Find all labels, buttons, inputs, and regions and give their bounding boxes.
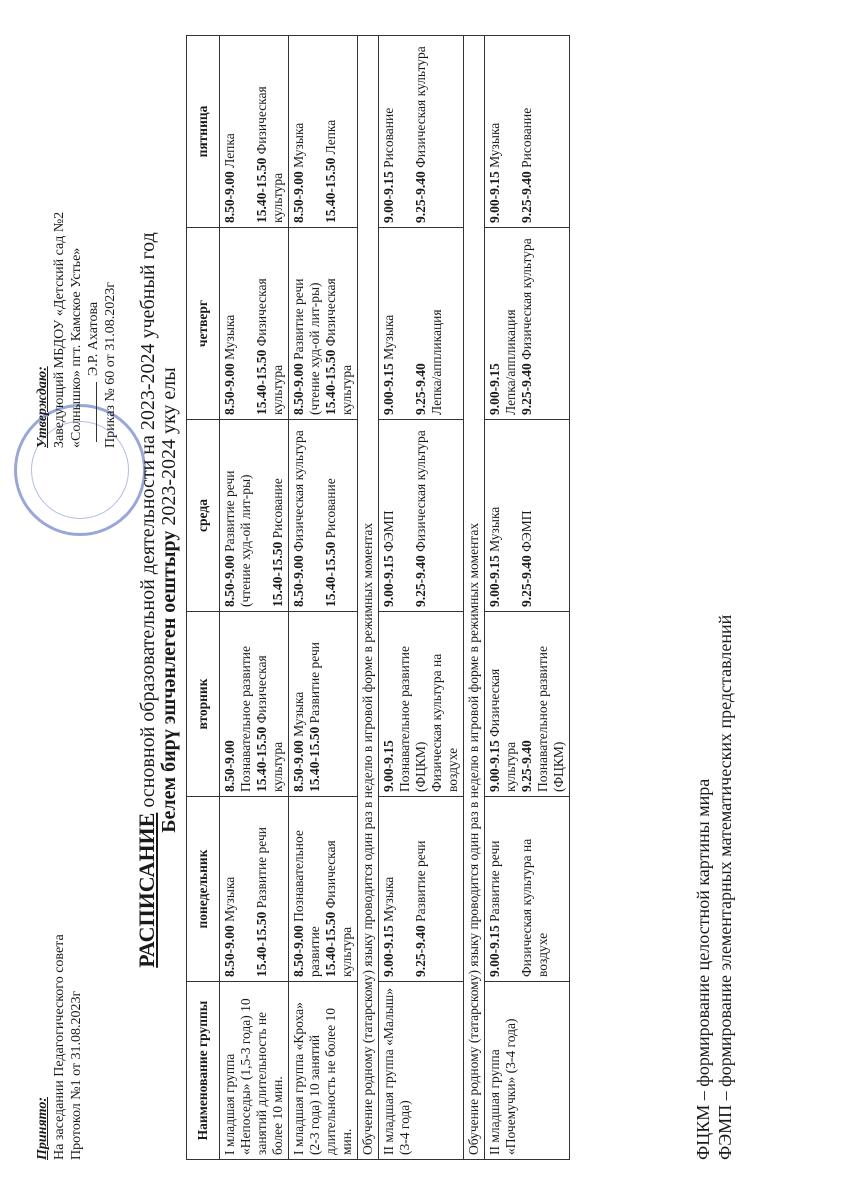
lesson-entry	[413, 232, 429, 415]
day-cell	[485, 612, 570, 797]
day-cell	[220, 612, 289, 797]
spacer	[307, 424, 323, 607]
day-cell	[289, 612, 358, 797]
lesson-subject: Физическая культура	[413, 430, 428, 556]
lesson-entry	[381, 40, 397, 223]
note-row	[464, 36, 485, 1160]
lesson-entry	[519, 424, 535, 607]
lesson-entry	[487, 801, 503, 977]
group-name-cell: II младшая группа «Почемучки» (3-4 года)	[485, 982, 570, 1160]
lesson-entry	[519, 616, 535, 792]
day-cell	[289, 420, 358, 612]
lesson-time: 8.50-9.00	[222, 555, 237, 607]
lesson-entry	[503, 232, 519, 415]
lesson-subject: Музыка	[381, 876, 396, 926]
day-cell	[485, 36, 570, 228]
group-row	[289, 36, 358, 1160]
spacer	[503, 801, 519, 977]
lesson-entry	[519, 232, 535, 415]
lesson-time: 8.50-9.00	[291, 740, 306, 792]
lesson-entry	[487, 232, 503, 415]
lesson-time: 8.50-9.00	[291, 363, 306, 415]
lesson-entry	[519, 801, 551, 977]
lesson-subject: Музыка	[291, 122, 306, 172]
lesson-entry	[222, 40, 238, 223]
spacer	[238, 801, 254, 977]
lesson-subject: Познавательное развитие	[238, 646, 253, 792]
lesson-time: 9.25-9.40	[413, 555, 428, 607]
lesson-subject: Рисование	[270, 478, 285, 542]
lesson-time: 9.25-9.40	[519, 740, 534, 792]
lesson-entry	[381, 801, 397, 977]
lesson-time: 15.40-15.50	[323, 911, 338, 977]
lesson-entry	[270, 424, 286, 607]
note-row	[358, 36, 379, 1160]
day-cell	[289, 228, 358, 420]
accepted-block	[34, 934, 85, 1160]
day-cell	[379, 612, 464, 797]
lesson-time: 9.00-9.15	[487, 363, 502, 415]
spacer	[238, 40, 254, 223]
spacer	[397, 232, 413, 415]
lesson-time: 9.25-9.40	[413, 171, 428, 223]
lesson-time: 15.40-15.50	[323, 157, 338, 223]
lesson-subject: Лепка	[222, 133, 237, 172]
group-name-cell: I младшая группа «Непоседы» (1,5-3 года) 10 занятий длительность не более 10 мин.	[220, 982, 289, 1160]
table-header-row	[187, 36, 220, 1160]
lesson-entry	[487, 424, 503, 607]
lesson-entry	[429, 616, 461, 792]
group-row	[220, 36, 289, 1160]
lesson-subject: Физическая культура	[323, 278, 354, 415]
lesson-entry	[222, 801, 238, 977]
lesson-subject: Физическая культура	[323, 840, 354, 977]
lesson-subject: Физическая культура на воздухе	[519, 838, 550, 977]
lesson-subject: Музыка	[222, 876, 237, 926]
lesson-entry	[291, 40, 307, 223]
lesson-entry	[397, 616, 429, 792]
day-cell	[220, 36, 289, 228]
lesson-subject: Физическая культура	[291, 430, 306, 556]
lesson-entry	[487, 40, 503, 223]
lesson-time: 9.25-9.40	[413, 925, 428, 977]
lesson-time: 9.00-9.15	[381, 925, 396, 977]
lesson-entry	[291, 616, 307, 792]
lesson-entry	[323, 424, 339, 607]
lesson-subject: Развитие речи	[487, 840, 502, 926]
lesson-subject: ФЭМП	[519, 510, 534, 556]
lesson-subject: Рисование	[381, 107, 396, 172]
tatar-language-note: Обучение родному (татарскому) языку проводится один раз в неделю в игровой форме в режимных моментах	[358, 36, 379, 1160]
day-cell	[379, 420, 464, 612]
lesson-entry	[222, 232, 238, 415]
lesson-entry	[323, 232, 355, 415]
day-cell	[379, 797, 464, 982]
lesson-subject: Физическая культура	[254, 655, 285, 792]
spacer	[397, 801, 413, 977]
schedule-title	[134, 40, 160, 1160]
group-row	[485, 36, 570, 1160]
day-cell	[379, 36, 464, 228]
lesson-subject: Развитие речи	[307, 642, 322, 727]
approved-line-1: Заведующий МБДОУ «Детский сад №2	[52, 211, 67, 448]
lesson-time: 15.40-15.50	[323, 541, 338, 607]
lesson-time: 15.40-15.50	[254, 157, 269, 223]
approved-signature-row	[85, 212, 102, 448]
lesson-entry	[413, 424, 429, 607]
lesson-entry	[307, 616, 323, 792]
lesson-time: 9.00-9.15	[487, 171, 502, 223]
schedule-title-bold: РАСПИСАНИЕ	[134, 812, 159, 968]
lesson-entry	[519, 40, 535, 223]
lesson-time: 15.40-15.50	[323, 349, 338, 415]
day-cell	[485, 420, 570, 612]
group-name-cell: I младшая группа «Кроха» (2-3 года) 10 занятий длительность не более 10 мин.	[289, 982, 358, 1160]
lesson-subject: Физическая культура	[254, 86, 285, 223]
lesson-subject: Физическая культура	[413, 46, 428, 172]
column-header: пятница	[187, 36, 220, 228]
lesson-entry	[487, 616, 519, 792]
lesson-subject: Развитие речи (чтение худ-ой лит-ры)	[222, 470, 253, 607]
lesson-subject: Музыка	[222, 314, 237, 364]
lesson-entry	[254, 616, 286, 792]
lesson-time: 9.25-9.40	[519, 363, 534, 415]
approved-line-3: Э.Р. Ахатова	[86, 301, 101, 376]
lesson-subject: Лепка	[323, 119, 338, 158]
day-cell	[379, 228, 464, 420]
lesson-time: 8.50-9.00	[222, 363, 237, 415]
lesson-entry	[381, 424, 397, 607]
spacer	[397, 40, 413, 223]
lesson-time: 9.00-9.15	[487, 740, 502, 792]
lesson-entry	[323, 801, 355, 977]
approved-line-2: «Солнышко» пгт. Камское Устье»	[69, 247, 84, 448]
lesson-subject: Лепка/аппликация	[429, 309, 444, 415]
spacer	[503, 424, 519, 607]
lesson-time: 8.50-9.00	[222, 925, 237, 977]
lesson-subject: Познавательное развитие (ФЦКМ)	[535, 646, 566, 792]
group-row	[379, 36, 464, 1160]
lesson-entry	[381, 616, 397, 792]
lesson-entry	[254, 801, 270, 977]
lesson-entry	[413, 801, 429, 977]
legend-femp: ФЭМП – формирование элементарных математических представлений	[715, 614, 735, 1160]
lesson-subject: Познавательное развитие (ФЦКМ)	[397, 646, 428, 792]
lesson-time: 15.40-15.50	[254, 349, 269, 415]
schedule-title-rest: основной образовательной деятельности на 2023-2024 учебный год	[137, 232, 159, 813]
lesson-entry	[413, 40, 429, 223]
schedule-table	[186, 35, 570, 1160]
column-header: Наименование группы	[187, 982, 220, 1160]
day-cell	[485, 228, 570, 420]
spacer	[254, 424, 270, 607]
lesson-subject: Развитие речи	[254, 827, 269, 912]
lesson-time: 8.50-9.00	[291, 171, 306, 223]
lesson-subject: Развитие речи	[413, 840, 428, 926]
lesson-time: 9.25-9.40	[519, 555, 534, 607]
spacer	[503, 40, 519, 223]
lesson-time: 9.00-9.15	[381, 555, 396, 607]
lesson-time: 9.00-9.15	[487, 555, 502, 607]
lesson-time: 9.00-9.15	[487, 925, 502, 977]
column-header: вторник	[187, 612, 220, 797]
lesson-entry	[535, 616, 567, 792]
spacer	[307, 40, 323, 223]
lesson-entry	[323, 40, 339, 223]
group-name-cell: II младшая группа «Малыш» (3-4 года)	[379, 982, 464, 1160]
column-header: четверг	[187, 228, 220, 420]
lesson-time: 9.00-9.15	[381, 363, 396, 415]
lesson-time: 9.25-9.40	[519, 171, 534, 223]
lesson-entry	[429, 232, 445, 415]
day-cell	[289, 797, 358, 982]
lesson-subject: Музыка	[291, 691, 306, 741]
approved-block	[34, 212, 119, 448]
lesson-subject: Рисование	[519, 107, 534, 172]
lesson-subject: Рисование	[323, 478, 338, 542]
lesson-entry	[222, 424, 254, 607]
legend-fckm: ФЦКМ – формирование целостной картины мира	[693, 778, 713, 1160]
day-cell	[220, 228, 289, 420]
day-cell	[289, 36, 358, 228]
lesson-time: 15.40-15.50	[307, 726, 322, 792]
spacer	[238, 232, 254, 415]
lesson-subject: Физическая культура	[254, 278, 285, 415]
lesson-time: 8.50-9.00	[291, 555, 306, 607]
lesson-time: 8.50-9.00	[222, 171, 237, 223]
lesson-entry	[254, 40, 286, 223]
signature-line	[96, 382, 97, 442]
column-header: среда	[187, 420, 220, 612]
lesson-entry	[254, 232, 286, 415]
day-cell	[220, 420, 289, 612]
lesson-time: 9.00-9.15	[381, 171, 396, 223]
accepted-line-1: На заседании Педагогического совета	[52, 934, 67, 1160]
day-cell	[220, 797, 289, 982]
schedule-title-tatar-rest: 2023-2024 уку елы	[158, 367, 180, 531]
lesson-entry	[381, 232, 397, 415]
accepted-title: Принято:	[35, 1096, 50, 1160]
lesson-subject: Познавательное развитие	[291, 830, 322, 977]
lesson-time: 15.40-15.50	[270, 541, 285, 607]
lesson-subject: Физическая культура на воздухе	[429, 653, 460, 792]
approved-title: Утверждаю:	[35, 366, 50, 448]
column-header: понедельник	[187, 797, 220, 982]
abbreviations-legend	[692, 615, 736, 1160]
approved-line-4: Приказ № 60 от 31.08.2023г	[103, 282, 118, 448]
lesson-subject: Музыка	[381, 314, 396, 364]
lesson-entry	[222, 616, 238, 792]
lesson-subject: Развитие речи (чтение худ-ой лит-ры)	[291, 278, 322, 415]
lesson-entry	[291, 801, 323, 977]
lesson-subject: ФЭМП	[381, 510, 396, 556]
lesson-subject: Лепка/аппликация	[503, 309, 518, 415]
day-cell	[485, 797, 570, 982]
lesson-subject: Музыка	[487, 122, 502, 172]
lesson-subject: Физическая культура	[519, 238, 534, 364]
lesson-time: 15.40-15.50	[254, 911, 269, 977]
lesson-time: 8.50-9.00	[222, 740, 237, 792]
schedule-title-tatar	[158, 40, 181, 1160]
lesson-entry	[291, 424, 307, 607]
spacer	[397, 424, 413, 607]
lesson-time: 9.00-9.15	[381, 740, 396, 792]
accepted-line-2: Протокол №1 от 31.08.2023г	[69, 990, 84, 1160]
lesson-subject: Физическая культура	[487, 668, 518, 792]
schedule-title-tatar-bold: Белем бирү эшчәнлеген оештыру	[158, 530, 180, 833]
lesson-entry	[291, 232, 323, 415]
lesson-subject: Музыка	[487, 506, 502, 556]
lesson-time: 15.40-15.50	[254, 726, 269, 792]
lesson-time: 9.25-9.40	[413, 363, 428, 415]
tatar-language-note: Обучение родному (татарскому) языку проводится один раз в неделю в игровой форме в режимных моментах	[464, 36, 485, 1160]
lesson-entry	[238, 616, 254, 792]
lesson-time: 8.50-9.00	[291, 925, 306, 977]
